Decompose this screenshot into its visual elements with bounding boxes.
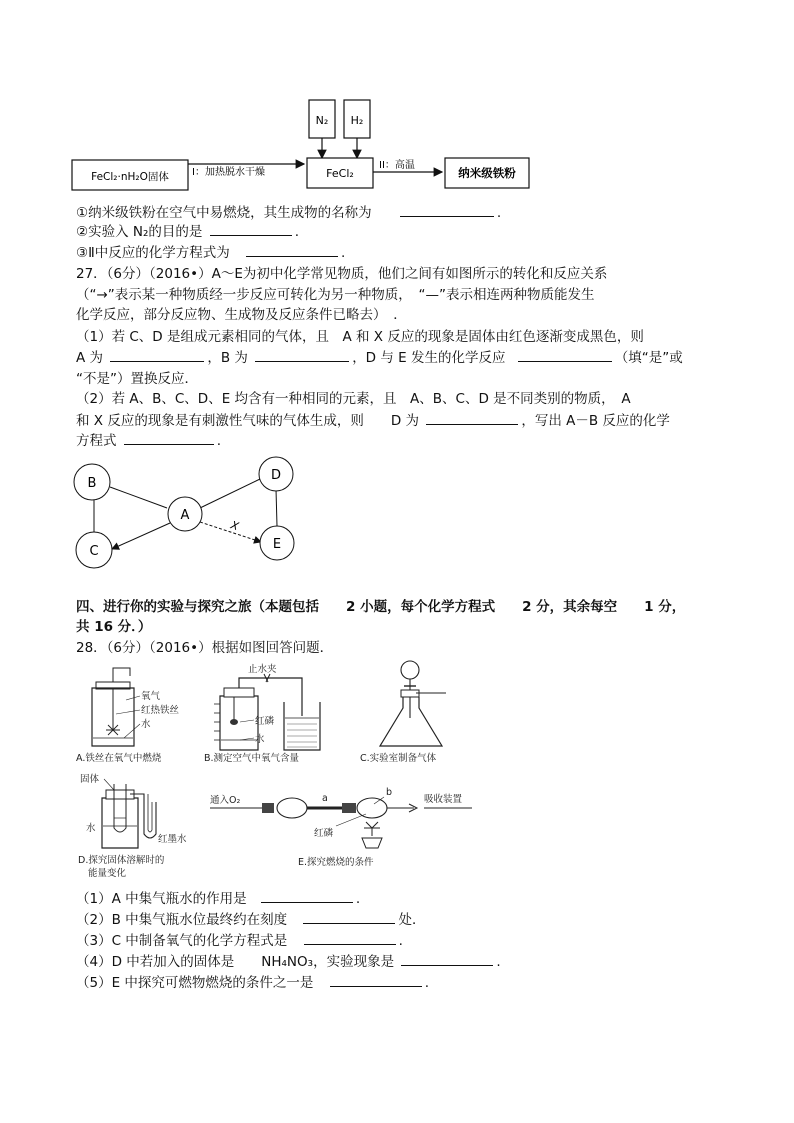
apparatus-d-label-water: 水 [86, 823, 96, 834]
q28-line-2 [76, 910, 425, 929]
apparatus-b-label-water: 水 [255, 734, 265, 745]
q28-q5-text: （5）E 中探究可燃物燃烧的条件之一是 [76, 975, 314, 991]
q27-answer-equation[interactable] [124, 431, 214, 445]
apparatus-b-label-clamp: 止水夹 [248, 664, 277, 675]
q27-line-5 [76, 348, 683, 367]
graph-node-c-label: C [89, 544, 99, 559]
q26-s1-text: ①纳米级铁粉在空气中易燃烧，其生成物的名称为 [76, 205, 372, 221]
q28-q3-text: （3）C 中制备氧气的化学方程式是 [76, 933, 288, 949]
q26-s3-text: ③Ⅱ中反应的化学方程式为 [76, 245, 230, 261]
mid-label: FeCl₂ [326, 167, 354, 180]
graph-node-e-label: E [272, 537, 282, 552]
graph-edge-label-x: X [229, 518, 241, 534]
apparatus-e-label-b: b [386, 787, 393, 798]
apparatus-e-label-absorb: 吸收装置 [424, 794, 463, 805]
apparatus-d [78, 773, 187, 879]
apparatus-e-caption: E.探究燃烧的条件 [298, 857, 374, 868]
apparatus-e [210, 787, 472, 868]
q26-s2-text: ②实验入 N₂的目的是 [76, 224, 203, 240]
q28-answer-4[interactable] [401, 952, 493, 966]
start-label: FeCl₂·nH₂O固体 [91, 171, 169, 183]
apparatus-a-label-iron: 红热铁丝 [141, 705, 180, 716]
q27-line-4: （1）若 C、D 是组成元素相同的气体，且 A 和 X 反应的现象是固体由红色逐渐变成黑色，则 [76, 329, 644, 345]
apparatus-e-label-a: a [322, 793, 328, 804]
apparatus-e-label-phosphorus: 红磷 [314, 828, 334, 839]
n2-label: N₂ [315, 114, 329, 127]
q28-q1-text: （1）A 中集气瓶水的作用是 [76, 891, 247, 907]
apparatus-figures [74, 658, 494, 880]
apparatus-d-label-ink: 红墨水 [158, 834, 187, 845]
h2-label: H₂ [350, 114, 364, 127]
apparatus-d-caption-2: 能量变化 [88, 868, 127, 879]
apparatus-a-label-oxygen: 氧气 [141, 691, 161, 702]
q27-line-2: （“→”表示某一种物质经一步反应可转化为另一种物质， “—”表示相连两种物质能发生 [76, 287, 595, 303]
q27-answer-d[interactable] [426, 411, 518, 425]
graph-node-a-label: A [180, 508, 190, 523]
q27-answer-b[interactable] [255, 348, 349, 362]
apparatus-c-caption: C.实验室制备气体 [360, 753, 437, 764]
q28-line-1: （1）A 中集气瓶水的作用是 . [76, 891, 361, 907]
q27-p2-ab-label: ，写出 A－B 反应的化学 [521, 413, 670, 429]
q27-line-3: 化学反应，部分反应物、生成物及反应条件已略去） ． [76, 307, 407, 323]
q28-answer-2[interactable] [303, 910, 395, 924]
q27-answer-a[interactable] [110, 348, 204, 362]
apparatus-c [360, 661, 446, 764]
q28-line-4: （4）D 中若加入的固体是 NH₄NO₃，实验现象是 . [76, 954, 501, 970]
apparatus-b-label-phosphorus: 红磷 [255, 716, 275, 727]
q27-p1-a-label: A 为 [76, 350, 104, 366]
process-flow-diagram [70, 96, 540, 200]
section4-heading-cont: 共 16 分．） [76, 619, 152, 635]
apparatus-b [204, 663, 320, 764]
q28-q4-text: （4）D 中若加入的固体是 NH₄NO₃，实验现象是 [76, 954, 395, 970]
q27-line-7: （2）若 A、B、C、D、E 均含有一种相同的元素，且 A、B、C、D 是不同类别的物质， A [76, 391, 631, 407]
apparatus-a-caption: A.铁丝在氧气中燃烧 [76, 753, 162, 764]
q27-line-9: 方程式 . [76, 433, 222, 449]
q26-answer-1[interactable] [400, 203, 494, 217]
apparatus-d-label-solid: 固体 [80, 774, 100, 785]
q27-p2-d-label: 和 X 反应的现象是有刺激性气味的气体生成，则 D 为 [76, 413, 420, 429]
q27-p1-b-label: ，B 为 [207, 350, 248, 366]
apparatus-a-label-water: 水 [141, 719, 151, 730]
q27-p1-c-label: ，D 与 E 发生的化学反应 [352, 350, 506, 366]
relation-graph [70, 452, 310, 572]
q27-line-1: 27．（6分）（2016•）A～E为初中化学常见物质，他们之间有如图所示的转化和反应关系 [76, 266, 608, 282]
q28-answer-1[interactable] [261, 889, 353, 903]
q27-p2-eq-label: 方程式 [76, 433, 117, 449]
q28-answer-3[interactable] [304, 931, 396, 945]
q26-answer-2[interactable] [210, 222, 292, 236]
q26-answer-3[interactable] [246, 243, 338, 257]
graph-node-d-label: D [270, 468, 282, 483]
q26-line-1: ①纳米级铁粉在空气中易燃烧，其生成物的名称为 . [76, 205, 502, 221]
section4-heading: 四、进行你的实验与探究之旅（本题包括 2 小题，每个化学方程式 2 分，其余每空 1 分， [76, 599, 686, 615]
apparatus-a [76, 668, 180, 764]
q27-answer-de[interactable] [518, 348, 612, 362]
q27-line-8 [76, 411, 670, 430]
q27-line-6: “不是”）置换反应． [76, 371, 198, 387]
graph-node-b-label: B [87, 476, 97, 491]
q26-line-2: ②实验入 N₂的目的是 . [76, 224, 299, 240]
apparatus-b-caption: B.测定空气中氧气含量 [204, 753, 300, 764]
q28-title: 28．（6分）（2016•）根据如图回答问题． [76, 640, 334, 656]
step2-label: II：高温 [379, 160, 415, 171]
step1-label: I：加热脱水干燥 [192, 167, 265, 178]
apparatus-e-label-o2: 通入O₂ [210, 795, 241, 806]
end-label: 纳米级铁粉 [458, 166, 516, 180]
q26-line-3: ③Ⅱ中反应的化学方程式为 . [76, 245, 346, 261]
q28-line-5: （5）E 中探究可燃物燃烧的条件之一是 . [76, 975, 430, 991]
q28-answer-5[interactable] [330, 973, 422, 987]
q28-q2-suffix: 处． [398, 912, 426, 928]
apparatus-d-caption-1: D.探究固体溶解时的 [78, 855, 165, 866]
q27-p1-d-label: （填“是”或 [614, 350, 683, 366]
q28-q2-text: （2）B 中集气瓶水位最终约在刻度 [76, 912, 288, 928]
q28-line-3: （3）C 中制备氧气的化学方程式是 . [76, 933, 403, 949]
